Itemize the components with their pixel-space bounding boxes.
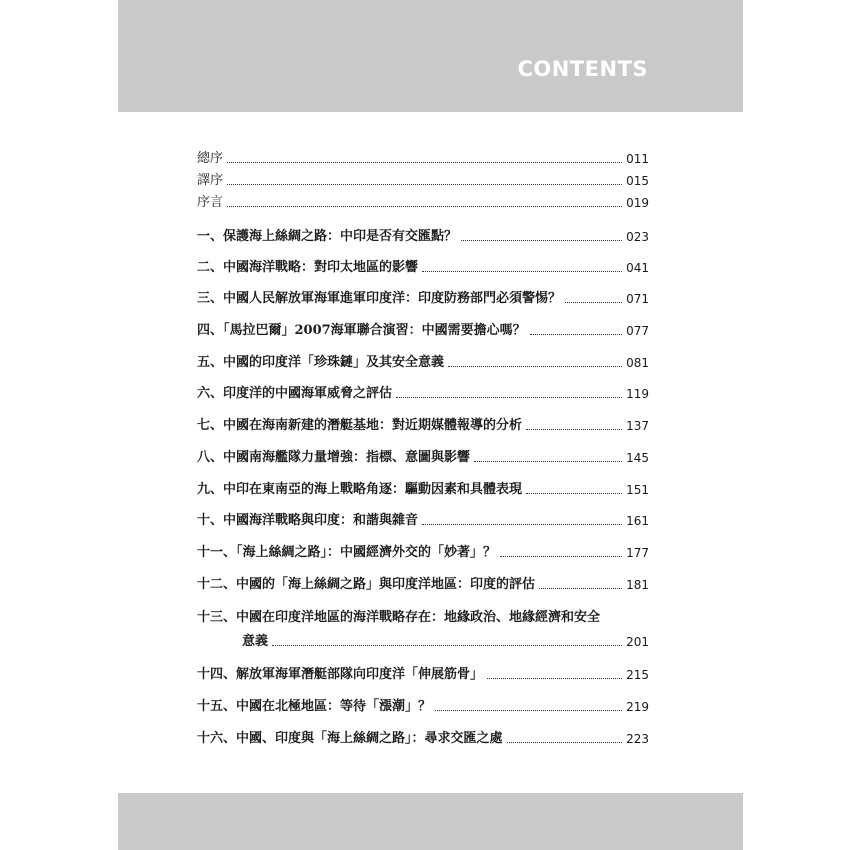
toc-entry-label: 十、中國海洋戰略與印度：和諧與雜音: [197, 513, 419, 528]
dot-leader: [500, 556, 622, 557]
toc-entry-page: 177: [626, 546, 649, 560]
page-title: CONTENTS: [517, 57, 648, 81]
toc-entry-page: 219: [626, 700, 649, 714]
toc-entry-foreword[interactable]: [197, 189, 649, 211]
dot-leader: [448, 366, 622, 367]
toc-entry-page: 011: [626, 152, 649, 166]
toc-entry-label: 譯序: [197, 173, 224, 188]
dot-leader: [507, 742, 623, 743]
toc-entry-page: 081: [626, 356, 649, 370]
toc-entry-page: 041: [626, 261, 649, 275]
toc-entry-chapter-3[interactable]: [197, 285, 649, 307]
dot-leader: [435, 710, 622, 711]
toc-entry-chapter-1[interactable]: [197, 223, 649, 245]
dot-leader: [526, 429, 622, 430]
dot-leader: [474, 461, 622, 462]
dot-leader: [422, 271, 622, 272]
toc-entry-label: 二、中國海洋戰略：對印太地區的影響: [197, 260, 419, 275]
toc-entry-label: 九、中印在東南亞的海上戰略角逐：驅動因素和具體表現: [197, 482, 523, 497]
toc-entry-label: 十三、中國在印度洋地區的海洋戰略存在：地緣政治、地緣經濟和安全: [197, 610, 601, 625]
toc-entry-page: 023: [626, 230, 649, 244]
dot-leader: [487, 678, 622, 679]
dot-leader: [227, 162, 622, 163]
dot-leader: [461, 240, 622, 241]
dot-leader: [396, 397, 622, 398]
toc-entry-page: 019: [626, 196, 649, 210]
toc-entry-chapter-13-continued[interactable]: [197, 628, 649, 650]
footer-band: [118, 793, 743, 850]
toc-entry-label: 序言: [197, 195, 224, 210]
toc-entry-label: 三、中國人民解放軍海軍進軍印度洋：印度防務部門必須警惕？: [197, 291, 562, 306]
dot-leader: [539, 588, 622, 589]
toc-entry-label: 八、中國南海艦隊力量增強：指標、意圖與影響: [197, 450, 471, 465]
toc-entry-chapter-11[interactable]: [197, 539, 649, 561]
toc-entry-chapter-7[interactable]: [197, 412, 649, 434]
toc-entry-page: 077: [626, 324, 649, 338]
toc-entry-label: 十六、中國、印度與「海上絲綢之路」：尋求交匯之處: [197, 731, 503, 746]
toc-entry-label: 七、中國在海南新建的潛艇基地：對近期媒體報導的分析: [197, 418, 523, 433]
toc-entry-chapter-6[interactable]: [197, 380, 649, 402]
toc-entry-translator-preface[interactable]: [197, 167, 649, 189]
toc-entry-preface-general[interactable]: [197, 145, 649, 167]
toc-entry-page: 223: [626, 732, 649, 746]
toc-entry-label: 五、中國的印度洋「珍珠鏈」及其安全意義: [197, 355, 445, 370]
dot-leader: [227, 184, 622, 185]
toc-entry-label: 四、「馬拉巴爾」2007海軍聯合演習：中國需要擔心嗎？: [197, 323, 526, 338]
toc-entry-page: 137: [626, 419, 649, 433]
toc-entry-label: 總序: [197, 151, 224, 166]
toc-entry-chapter-13[interactable]: [197, 604, 649, 626]
dot-leader: [530, 334, 622, 335]
toc-entry-label: 一、保護海上絲綢之路：中印是否有交匯點？: [197, 229, 458, 244]
toc-entry-chapter-15[interactable]: [197, 693, 649, 715]
toc-entry-chapter-16[interactable]: [197, 725, 649, 747]
toc-entry-chapter-9[interactable]: [197, 476, 649, 498]
toc-entry-chapter-10[interactable]: [197, 507, 649, 529]
toc-entry-chapter-5[interactable]: [197, 349, 649, 371]
toc-entry-page: 215: [626, 668, 649, 682]
toc-entry-page: 151: [626, 483, 649, 497]
dot-leader: [422, 524, 622, 525]
toc-entry-page: 145: [626, 451, 649, 465]
toc-entry-page: 119: [626, 387, 649, 401]
toc-entry-page: 181: [626, 578, 649, 592]
dot-leader: [526, 493, 622, 494]
toc-entry-chapter-4[interactable]: [197, 317, 649, 339]
toc-entry-label: 六、印度洋的中國海軍威脅之評估: [197, 386, 393, 401]
toc-entry-label: 十五、中國在北極地區：等待「漲潮」？: [197, 699, 432, 714]
toc-entry-label: 十二、中國的「海上絲綢之路」與印度洋地區：印度的評估: [197, 577, 536, 592]
toc-entry-page: 161: [626, 514, 649, 528]
toc-entry-label: 意義: [242, 634, 269, 649]
dot-leader: [272, 645, 622, 646]
header-band: [118, 0, 743, 112]
toc-entry-page: 015: [626, 174, 649, 188]
dot-leader: [565, 302, 622, 303]
toc-entry-label: 十一、「海上絲綢之路」：中國經濟外交的「妙著」？: [197, 545, 497, 560]
toc-entry-chapter-2[interactable]: [197, 254, 649, 276]
toc-entry-label: 十四、解放軍海軍潛艇部隊向印度洋「伸展筋骨」: [197, 667, 484, 682]
toc-entry-page: 201: [626, 635, 649, 649]
toc-entry-chapter-8[interactable]: [197, 444, 649, 466]
dot-leader: [227, 206, 622, 207]
toc-entry-chapter-14[interactable]: [197, 661, 649, 683]
toc-entry-chapter-12[interactable]: [197, 571, 649, 593]
toc-entry-page: 071: [626, 292, 649, 306]
